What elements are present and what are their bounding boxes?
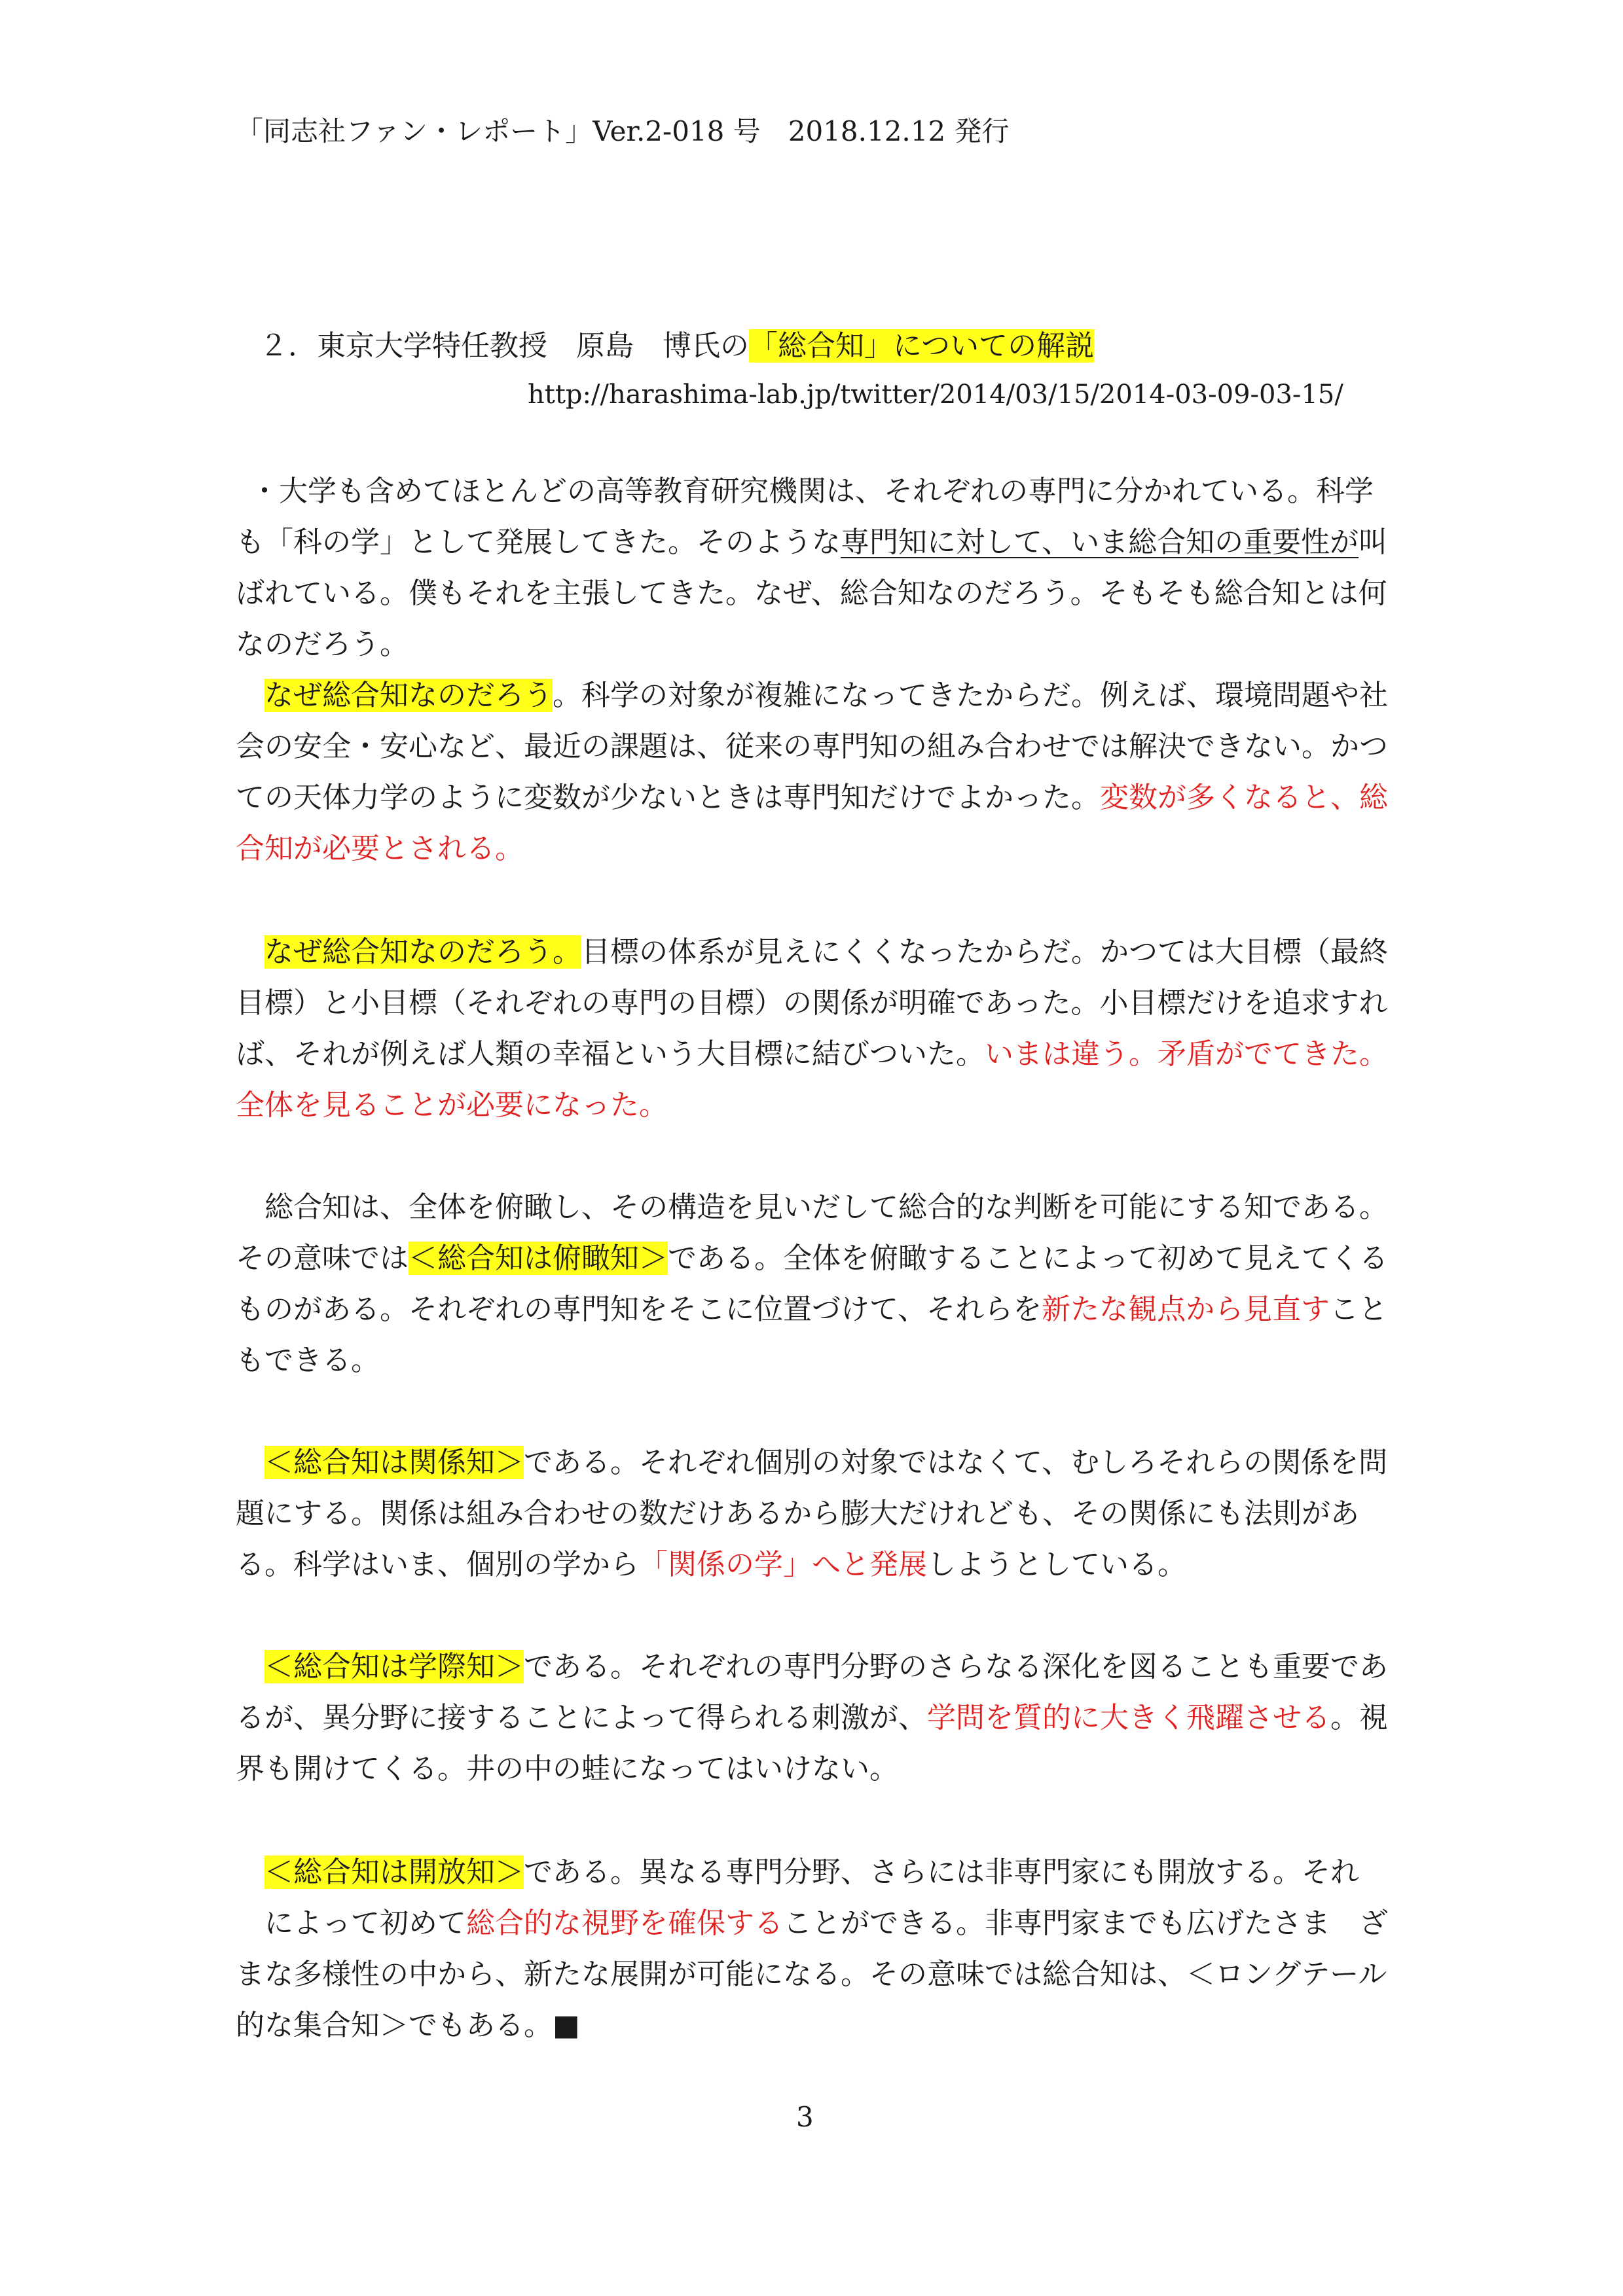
p7-text-a: である。異なる専門分野、さらには非専門家にも開放する。それ [524,1856,1359,1889]
paragraph-3 [236,927,1401,1131]
paragraph-7 [236,1847,1401,2051]
p5-red-text: 「関係の学」へと発展 [639,1548,927,1581]
p2-highlight: なぜ総合知なのだろう [264,679,553,712]
p5-highlight: ＜総合知は関係知＞ [264,1446,524,1479]
p4-highlight: ＜総合知は俯瞰知＞ [409,1242,668,1275]
p1-text-a: ・大学も含めてほとんどの高等教育研究機関は、それぞれの専門に分かれている。科学も「科の学」として発展してきた。そのような [236,475,1374,559]
p6-text-a: である。それぞれの専門分野のさらなる深化を図ることも重要であるが、異分野に接することによって得られる刺激が、 [236,1650,1388,1734]
p7-highlight: ＜総合知は開放知＞ [264,1856,524,1889]
p4-text-c: こともできる。 [236,1293,1388,1377]
paragraph-6 [236,1641,1401,1795]
p7-red-text: 総合的な視野を確保する [466,1907,783,1940]
p4-text-a: 総合知は、全体を俯瞰し、その構造を見いだして総合的な判断を可能にする知である。その意味では [236,1191,1388,1275]
page-number: 3 [796,2101,814,2133]
p4-text-b: である。全体を俯瞰することによって初めて見えてくるものがある。それぞれの専門知をそこに位置づけて、それらを [236,1242,1388,1326]
paragraph-5 [236,1437,1401,1590]
section-title-prefix: ２．東京大学特任教授 原島 博氏の [259,329,749,363]
source-url: http://harashima-lab.jp/twitter/2014/03/15/2014-03-09-03-15/ [528,380,1343,410]
paragraph-1 [236,466,1401,670]
p4-red-text: 新たな観点から見直す [1042,1293,1330,1326]
p7-text-c: ことができる。非専門家までも広げたさま ざまな多様性の中から、新たな展開が可能になる。その意味では総合知は、＜ロングテール的な集合知＞でもある。 [236,1907,1388,2042]
p3-highlight: なぜ総合知なのだろう。 [264,935,581,969]
p5-text-a: である。それぞれ個別の対象ではなくて、むしろそれらの関係を問題にする。関係は組み合わせの数だけあるから膨大だけれども、その関係にも法則がある。科学はいま、個別の学から [236,1446,1388,1581]
p6-text-b: 。視界も開けてくる。井の中の蛙になってはいけない。 [236,1701,1388,1785]
p2-text-a: 。科学の対象が複雑になってきたからだ。例えば、環境問題や社会の安全・安心など、最近の課題は、従来の専門知の組み合わせでは解決できない。かつての天体力学のように変数が少ないときは専門知だけでよかった。 [236,679,1388,814]
p3-text-a: 目標の体系が見えにくくなったからだ。かつては大目標（最終目標）と小目標（それぞれの専門の目標）の関係が明確であった。小目標だけを追求すれば、それが例えば人類の幸福という大目標に結びついた。 [236,935,1388,1071]
p7-text-b: によって初めて [264,1907,466,1940]
p2-red-text: 変数が多くなると、総合知が必要とされる。 [236,781,1388,865]
document-header: 「同志社ファン・レポート」Ver.2-018 号 2018.12.12 発行 [236,115,1010,147]
p6-highlight: ＜総合知は学際知＞ [264,1650,524,1683]
paragraph-4 [236,1182,1401,1386]
p6-red-text: 学問を質的に大きく飛躍させる [927,1701,1330,1734]
section-title [259,322,1094,364]
p1-underlined-text: 専門知に対して、いま総合知の重要性が [841,526,1359,559]
section-title-highlight: 「総合知」についての解説 [749,329,1095,363]
p1-text-b: 叫ばれている。僕もそれを主張してきた。なぜ、総合知なのだろう。そもそも総合知とは何なのだろう。 [236,526,1388,661]
p3-red-text: いまは違う。矛盾がでてきた。全体を見ることが必要になった。 [236,1037,1388,1122]
p5-text-b: しようとしている。 [927,1548,1186,1581]
paragraph-2 [236,670,1401,874]
end-mark: ■ [553,2009,580,2042]
